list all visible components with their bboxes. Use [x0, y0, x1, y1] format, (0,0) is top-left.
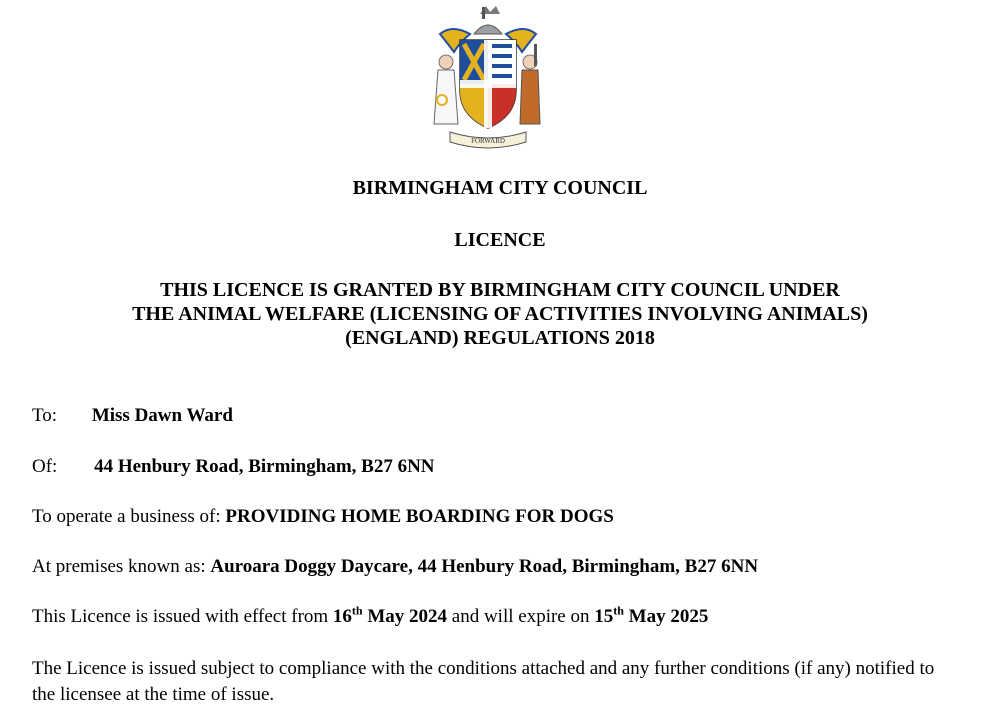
council-title: BIRMINGHAM CITY COUNCIL: [352, 177, 648, 199]
of-label: Of:: [32, 456, 58, 477]
premises-value: Auroara Doggy Daycare, 44 Henbury Road, Birmingham, B27 6NN: [210, 556, 759, 577]
grant-line-1: THIS LICENCE IS GRANTED BY BIRMINGHAM CITY COUNCIL UNDER: [160, 279, 840, 301]
start-date: 16th May 2024: [332, 603, 448, 627]
premises-row: [32, 555, 758, 579]
validity-middle: and will expire on: [451, 606, 590, 627]
premises-label: At premises known as:: [32, 556, 206, 577]
licensee-address-row: [32, 455, 435, 479]
business-row: [32, 505, 614, 529]
document-type-heading: LICENCE: [454, 229, 546, 251]
crest-motto: FORWARD: [471, 137, 505, 145]
licensee-name: Miss Dawn Ward: [91, 405, 233, 426]
conditions-paragraph: The Licence is issued subject to compliance with the conditions attached and any further conditions (if any) notified to the licensee at the time of issue.: [32, 658, 935, 705]
licensee-name-row: [32, 404, 233, 428]
to-label: To:: [32, 405, 58, 426]
grant-line-3: (ENGLAND) REGULATIONS 2018: [345, 327, 655, 349]
validity-prefix: This Licence is issued with effect from: [32, 606, 329, 627]
licensee-address: 44 Henbury Road, Birmingham, B27 6NN: [94, 456, 435, 477]
grant-line-2: THE ANIMAL WELFARE (LICENSING OF ACTIVITIES INVOLVING ANIMALS): [132, 303, 868, 325]
end-date: 15th May 2025: [594, 603, 709, 627]
validity-row: [32, 605, 708, 629]
business-label: To operate a business of:: [32, 506, 221, 527]
coat-of-arms-logo: [430, 4, 546, 150]
business-value: PROVIDING HOME BOARDING FOR DOGS: [225, 506, 614, 527]
